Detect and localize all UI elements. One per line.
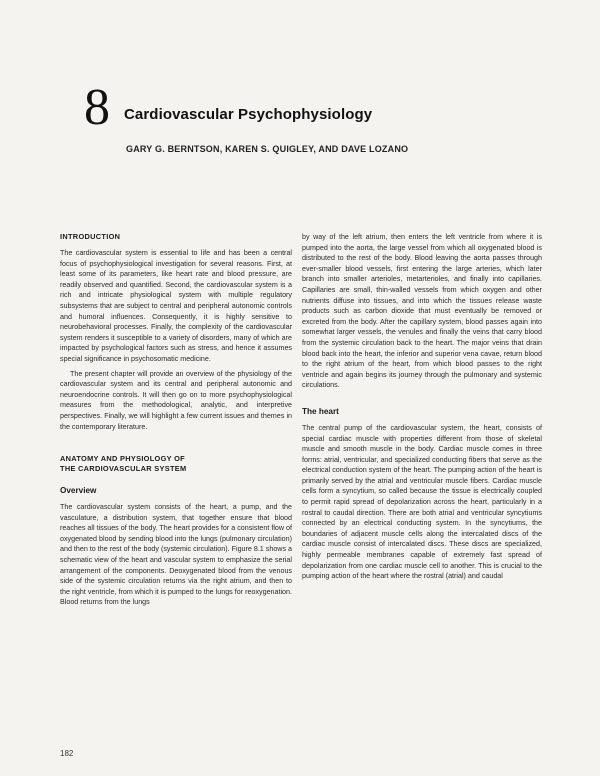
page-number: 182 bbox=[60, 749, 74, 758]
overview-heading: Overview bbox=[60, 486, 97, 496]
chapter-number: 8 bbox=[84, 79, 110, 136]
introduction-paragraph-1: The cardiovascular system is essential to life and has been a central focus of psychophysiological investigation for several reasons. First, at least some of its parameters, like heart rate and blood pressure, are readily observed and quantified. Second, the cardiovascular system is a rich and intricate physiological system with multiple regulatory subsystems that are subject to central and peripheral autonomic controls and humoral influences. Consequently, it is highly sensitive to neurobehavioral processes. Finally, the complexity of the cardiovascular system renders it susceptible to a variety of disorders, many of which are impacted by psychological factors such as stress, and hence it assumes special significance in psychosomatic medicine. bbox=[60, 249, 292, 363]
circulation-paragraph: by way of the left atrium, then enters the left ventricle from where it is pumped into the aorta, the large vessel from which all oxygenated blood is distributed to the rest of the body. Blood leaving the aorta passes through ever-smaller blood vessels, first entering the large arteries, which later branch into smaller arterioles, metarterioles, and finally into capillaries. Capillaries are small, thin-walled vessels from which oxygen and other nutrients diffuse into tissues, and into which the tissues release waste products such as carbon dioxide that must eventually be removed or excreted from the body. After the capillary system, blood passes again into somewhat larger vessels, the venules and finally the veins that carry blood from the systemic circulation back to the heart. The major veins that drain blood back into the heart, the inferior and superior vena cavae, return blood to the right atrium of the heart, from which blood passes to the right ventricle and again begins its journey through the pulmonary and systemic circulations. bbox=[302, 233, 542, 390]
overview-paragraph-1: The cardiovascular system consists of the heart, a pump, and the vasculature, a distribution system, that together ensure that blood reaches all tissues of the body. The heart provides for a consistent flow of oxygenated blood by sending blood into the lungs (pulmonary circulation) and then to the rest of the body (systemic circulation). Figure 8.1 shows a schematic view of the heart and vascular system to emphasize the serial arrangement of the components. Deoxygenated blood from the venous side of the systemic circulation returns via the right atrium, and then to the right ventricle, from which it is pumped to the lungs for reoxygenation. Blood returns from the lungs bbox=[60, 503, 292, 607]
introduction-paragraph-2: The present chapter will provide an overview of the physiology of the cardiovascular system and its central and peripheral autonomic and neuroendocrine controls. It will then go on to more psychophysiological measures from the methodological, analytic, and interpretive perspectives. Finally, we will highlight a few current issues and themes in the contemporary literature. bbox=[60, 369, 292, 431]
anatomy-heading bbox=[60, 454, 292, 474]
anatomy-heading-line-2: THE CARDIOVASCULAR SYSTEM bbox=[60, 464, 187, 474]
heart-paragraph-1: The central pump of the cardiovascular system, the heart, consists of special cardiac muscle with properties different from those of skeletal muscle and smooth muscle in the body. Cardiac muscle comes in three forms: atrial, ventricular, and specialized conducting fibers that serve as the electrical conduction system of the heart. The pumping action of the heart is primarily served by the atrial and ventricular muscle fibers. Cardiac muscle cells form a syncytium, so called because the tissue is electrically coupled to permit rapid spread of depolarization across the heart, particularly in a rostral to caudal direction. There are both atrial and ventricular syncytiums connected by an electrical conducting system. In the syncytiums, the boundaries of adjacent muscle cells along the intercalated discs of the cardiac muscle consist of intercalated discs. These discs are specialized, highly permeable membranes capable of extremely fast spread of depolarization from one cardiac muscle cell to another. This is crucial to the pumping action of the heart where the rostral (atrial) and caudal bbox=[302, 423, 542, 581]
anatomy-heading-line-1: ANATOMY AND PHYSIOLOGY OF bbox=[60, 454, 185, 464]
chapter-title: Cardiovascular Psychophysiology bbox=[124, 106, 373, 123]
left-column bbox=[60, 232, 292, 608]
chapter-authors: GARY G. BERNTSON, KAREN S. QUIGLEY, AND DAVE LOZANO bbox=[126, 144, 409, 154]
heart-heading: The heart bbox=[302, 406, 339, 416]
right-column bbox=[302, 232, 542, 582]
introduction-heading: INTRODUCTION bbox=[60, 232, 121, 241]
